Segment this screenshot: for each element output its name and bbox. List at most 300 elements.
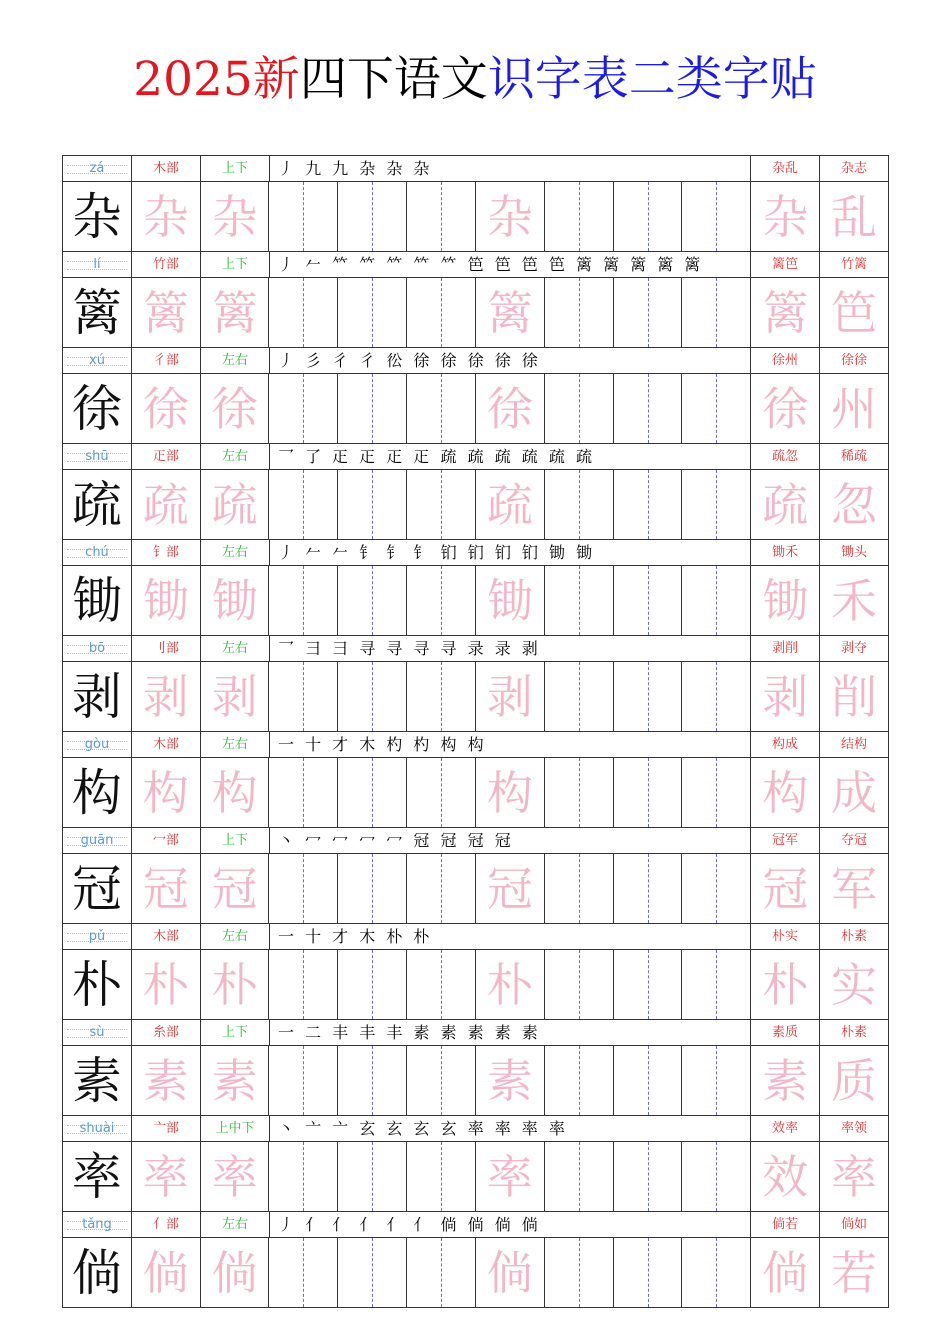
writing-cell[interactable] — [338, 950, 407, 1020]
char-row — [63, 1116, 889, 1212]
word-example: 夺冠 — [820, 828, 889, 854]
pinyin-text: tǎng — [82, 1217, 112, 1232]
structure-label: 上下 — [201, 156, 270, 182]
trace-char: 率 — [831, 1149, 878, 1204]
writing-cell[interactable] — [407, 470, 476, 540]
trace-char: 削 — [831, 669, 878, 724]
pinyin-label — [63, 1020, 132, 1046]
writing-cell[interactable] — [614, 182, 683, 252]
trace-char: 质 — [831, 1053, 878, 1108]
char-info-bar — [63, 444, 889, 470]
stroke-order: 一 十 才 木 杓 杓 构 构 — [270, 732, 751, 758]
word-trace-cell — [751, 182, 820, 252]
word-trace-cell — [751, 950, 820, 1020]
structure-label: 左右 — [201, 540, 270, 566]
trace-char: 篱 — [486, 285, 533, 340]
trace-char: 构 — [762, 765, 809, 820]
writing-cell[interactable] — [614, 1046, 683, 1116]
trace-char: 徐 — [211, 381, 258, 436]
trace-char: 锄 — [142, 573, 189, 628]
writing-cell[interactable] — [545, 662, 614, 732]
trace-cell — [132, 374, 201, 444]
model-char-cell — [63, 950, 132, 1020]
writing-cell[interactable] — [407, 662, 476, 732]
writing-cell[interactable] — [545, 1046, 614, 1116]
word-example: 倘如 — [820, 1212, 889, 1238]
trace-cell — [201, 374, 270, 444]
char-info-bar — [63, 540, 889, 566]
char-info-bar — [63, 1212, 889, 1238]
word-trace-cell — [820, 1142, 889, 1212]
radical-label: 彳部 — [132, 348, 201, 374]
practice-grid — [63, 950, 889, 1020]
model-char: 倘 — [71, 1243, 122, 1302]
trace-cell — [132, 1046, 201, 1116]
writing-cell[interactable] — [545, 470, 614, 540]
trace-cell — [476, 470, 545, 540]
word-example: 稀疏 — [820, 444, 889, 470]
trace-char: 徐 — [762, 381, 809, 436]
writing-cell[interactable] — [338, 278, 407, 348]
writing-cell[interactable] — [545, 854, 614, 924]
writing-cell[interactable] — [545, 278, 614, 348]
structure-label: 上下 — [201, 252, 270, 278]
trace-char: 冠 — [486, 861, 533, 916]
structure-label: 左右 — [201, 348, 270, 374]
word-example: 率领 — [820, 1116, 889, 1142]
trace-char: 疏 — [762, 477, 809, 532]
radical-label: 冖部 — [132, 828, 201, 854]
pinyin-label — [63, 636, 132, 662]
writing-cell[interactable] — [682, 854, 751, 924]
word-example: 倘若 — [751, 1212, 820, 1238]
model-char: 率 — [71, 1147, 122, 1206]
word-example: 朴素 — [820, 1020, 889, 1046]
structure-label: 左右 — [201, 444, 270, 470]
radical-label: 钅部 — [132, 540, 201, 566]
writing-cell[interactable] — [614, 470, 683, 540]
trace-char: 构 — [486, 765, 533, 820]
writing-cell[interactable] — [682, 1142, 751, 1212]
word-trace-cell — [751, 566, 820, 636]
pinyin-label — [63, 540, 132, 566]
trace-char: 徐 — [486, 381, 533, 436]
word-trace-cell — [820, 566, 889, 636]
radical-label: 糸部 — [132, 1020, 201, 1046]
writing-cell[interactable] — [269, 182, 338, 252]
char-row — [63, 636, 889, 732]
word-trace-cell — [751, 1046, 820, 1116]
trace-char: 疏 — [211, 477, 258, 532]
trace-char: 乱 — [831, 189, 878, 244]
writing-cell[interactable] — [545, 758, 614, 828]
model-char: 篱 — [71, 283, 122, 342]
trace-cell — [132, 566, 201, 636]
structure-label: 上下 — [201, 1020, 270, 1046]
writing-cell[interactable] — [407, 950, 476, 1020]
trace-char: 剥 — [486, 669, 533, 724]
pinyin-text: xú — [89, 353, 105, 368]
writing-cell[interactable] — [545, 566, 614, 636]
pinyin-label — [63, 828, 132, 854]
writing-cell[interactable] — [338, 1238, 407, 1308]
radical-label: 𤴓部 — [132, 444, 201, 470]
pinyin-text: gòu — [84, 737, 110, 752]
structure-label: 左右 — [201, 924, 270, 950]
stroke-order: 丶 亠 亠 玄 玄 玄 玄 率 率 率 率 — [270, 1116, 751, 1142]
radical-label: 竹部 — [132, 252, 201, 278]
writing-cell[interactable] — [545, 950, 614, 1020]
trace-cell — [476, 854, 545, 924]
writing-cell[interactable] — [614, 1142, 683, 1212]
writing-cell[interactable] — [269, 662, 338, 732]
trace-char: 倘 — [142, 1245, 189, 1300]
writing-cell[interactable] — [269, 374, 338, 444]
char-info-bar — [63, 732, 889, 758]
writing-cell[interactable] — [407, 854, 476, 924]
writing-cell[interactable] — [407, 758, 476, 828]
radical-label: 亠部 — [132, 1116, 201, 1142]
model-char: 朴 — [71, 955, 122, 1014]
trace-char: 篱 — [211, 285, 258, 340]
stroke-order: 乛 彐 彐 寻 寻 寻 寻 录 录 剥 — [270, 636, 751, 662]
writing-cell[interactable] — [682, 182, 751, 252]
model-char: 锄 — [71, 571, 122, 630]
pinyin-text: shū — [85, 449, 109, 464]
trace-char: 锄 — [486, 573, 533, 628]
writing-cell[interactable] — [545, 1142, 614, 1212]
trace-char: 疏 — [142, 477, 189, 532]
title-subject: 识字表二类字贴 — [487, 52, 817, 107]
trace-char: 素 — [486, 1053, 533, 1108]
trace-char: 杂 — [211, 189, 258, 244]
word-trace-cell — [820, 950, 889, 1020]
word-example: 疏忽 — [751, 444, 820, 470]
writing-cell[interactable] — [682, 1046, 751, 1116]
pinyin-label — [63, 444, 132, 470]
pinyin-label — [63, 348, 132, 374]
trace-char: 忽 — [831, 477, 878, 532]
stroke-order: 一 十 才 木 朴 朴 — [270, 924, 751, 950]
char-info-bar — [63, 252, 889, 278]
writing-cell[interactable] — [614, 662, 683, 732]
trace-char: 朴 — [762, 957, 809, 1012]
writing-cell[interactable] — [614, 758, 683, 828]
trace-char: 疏 — [486, 477, 533, 532]
char-row — [63, 540, 889, 636]
radical-label: 木部 — [132, 732, 201, 758]
practice-grid — [63, 854, 889, 924]
trace-char: 锄 — [211, 573, 258, 628]
word-trace-cell — [820, 854, 889, 924]
char-row — [63, 828, 889, 924]
trace-char: 杂 — [762, 189, 809, 244]
word-trace-cell — [751, 1142, 820, 1212]
trace-char: 素 — [142, 1053, 189, 1108]
writing-cell[interactable] — [682, 278, 751, 348]
practice-grid — [63, 182, 889, 252]
trace-cell — [476, 950, 545, 1020]
writing-cell[interactable] — [269, 566, 338, 636]
stroke-order: 丿 彡 彳 彳 彸 徐 徐 徐 徐 徐 — [270, 348, 751, 374]
trace-cell — [132, 758, 201, 828]
trace-char: 倘 — [762, 1245, 809, 1300]
trace-cell — [132, 1238, 201, 1308]
trace-cell — [476, 1238, 545, 1308]
pinyin-text: zá — [89, 161, 105, 176]
word-trace-cell — [820, 1238, 889, 1308]
pinyin-text: sù — [89, 1025, 105, 1040]
pinyin-text: guān — [80, 833, 114, 848]
writing-cell[interactable] — [407, 1238, 476, 1308]
word-trace-cell — [751, 470, 820, 540]
pinyin-label — [63, 1116, 132, 1142]
writing-cell[interactable] — [338, 758, 407, 828]
writing-cell[interactable] — [338, 1046, 407, 1116]
trace-char: 徐 — [142, 381, 189, 436]
trace-char: 成 — [831, 765, 878, 820]
model-char-cell — [63, 374, 132, 444]
model-char-cell — [63, 470, 132, 540]
stroke-order: 丿 𠂉 𠂉 钅 钅 钅 钔 钔 钔 钔 锄 锄 — [270, 540, 751, 566]
model-char: 剥 — [71, 667, 122, 726]
word-trace-cell — [820, 278, 889, 348]
trace-cell — [476, 374, 545, 444]
trace-cell — [201, 566, 270, 636]
word-example: 锄头 — [820, 540, 889, 566]
writing-cell[interactable] — [545, 1238, 614, 1308]
structure-label: 左右 — [201, 636, 270, 662]
radical-label: 木部 — [132, 156, 201, 182]
model-char: 构 — [71, 763, 122, 822]
title-grade: 四下语文 — [299, 52, 488, 107]
writing-cell[interactable] — [407, 1142, 476, 1212]
trace-char: 倘 — [486, 1245, 533, 1300]
char-row — [63, 444, 889, 540]
model-char-cell — [63, 1046, 132, 1116]
writing-cell[interactable] — [407, 1046, 476, 1116]
stroke-order: 丶 冖 冖 冖 冖 冠 冠 冠 冠 — [270, 828, 751, 854]
pinyin-text: lí — [93, 257, 101, 272]
char-info-bar — [63, 348, 889, 374]
trace-cell — [132, 854, 201, 924]
pinyin-text: bō — [88, 641, 106, 656]
structure-label: 上下 — [201, 828, 270, 854]
writing-cell[interactable] — [269, 278, 338, 348]
model-char: 素 — [71, 1051, 122, 1110]
writing-cell[interactable] — [407, 566, 476, 636]
word-example: 朴素 — [820, 924, 889, 950]
trace-cell — [132, 278, 201, 348]
trace-char: 禾 — [831, 573, 878, 628]
trace-char: 构 — [211, 765, 258, 820]
trace-cell — [201, 1142, 270, 1212]
word-trace-cell — [751, 662, 820, 732]
writing-cell[interactable] — [407, 278, 476, 348]
word-example: 剥削 — [751, 636, 820, 662]
trace-cell — [476, 758, 545, 828]
word-trace-cell — [820, 662, 889, 732]
writing-cell[interactable] — [682, 470, 751, 540]
trace-char: 构 — [142, 765, 189, 820]
trace-char: 篱 — [762, 285, 809, 340]
model-char-cell — [63, 662, 132, 732]
writing-cell[interactable] — [614, 854, 683, 924]
trace-cell — [132, 662, 201, 732]
word-trace-cell — [820, 374, 889, 444]
trace-cell — [132, 182, 201, 252]
practice-grid — [63, 470, 889, 540]
char-row — [63, 348, 889, 444]
trace-cell — [201, 662, 270, 732]
word-trace-cell — [751, 854, 820, 924]
pinyin-text: shuài — [79, 1121, 115, 1136]
trace-cell — [476, 1142, 545, 1212]
writing-cell[interactable] — [682, 374, 751, 444]
writing-cell[interactable] — [682, 566, 751, 636]
trace-char: 效 — [762, 1149, 809, 1204]
trace-char: 锄 — [762, 573, 809, 628]
writing-cell[interactable] — [269, 1238, 338, 1308]
writing-cell[interactable] — [338, 566, 407, 636]
pinyin-text: chú — [85, 545, 109, 560]
radical-label: 木部 — [132, 924, 201, 950]
trace-char: 率 — [486, 1149, 533, 1204]
word-example: 竹篱 — [820, 252, 889, 278]
writing-cell[interactable] — [269, 470, 338, 540]
pinyin-label — [63, 732, 132, 758]
char-row — [63, 732, 889, 828]
word-example: 效率 — [751, 1116, 820, 1142]
char-info-bar — [63, 156, 889, 182]
writing-cell[interactable] — [614, 278, 683, 348]
stroke-order: 丿 亻 亻 亻 亻 亻 倘 倘 倘 倘 — [270, 1212, 751, 1238]
trace-char: 冠 — [142, 861, 189, 916]
trace-char: 冠 — [762, 861, 809, 916]
word-trace-cell — [820, 470, 889, 540]
pinyin-label — [63, 156, 132, 182]
writing-cell[interactable] — [614, 950, 683, 1020]
word-trace-cell — [820, 1046, 889, 1116]
model-char-cell — [63, 758, 132, 828]
writing-cell[interactable] — [682, 758, 751, 828]
writing-cell[interactable] — [269, 1142, 338, 1212]
writing-cell[interactable] — [269, 854, 338, 924]
trace-cell — [201, 182, 270, 252]
trace-cell — [476, 278, 545, 348]
trace-cell — [476, 1046, 545, 1116]
practice-grid — [63, 278, 889, 348]
practice-grid — [63, 566, 889, 636]
writing-cell[interactable] — [338, 662, 407, 732]
practice-grid — [63, 758, 889, 828]
trace-char: 州 — [831, 381, 878, 436]
writing-cell[interactable] — [545, 374, 614, 444]
writing-cell[interactable] — [269, 950, 338, 1020]
word-example: 冠军 — [751, 828, 820, 854]
trace-cell — [201, 758, 270, 828]
trace-cell — [476, 182, 545, 252]
practice-grid — [63, 1142, 889, 1212]
page-title — [0, 50, 950, 110]
char-info-bar — [63, 1116, 889, 1142]
trace-char: 篱 — [142, 285, 189, 340]
writing-cell[interactable] — [269, 1046, 338, 1116]
model-char-cell — [63, 1238, 132, 1308]
trace-cell — [132, 470, 201, 540]
word-trace-cell — [751, 374, 820, 444]
writing-cell[interactable] — [338, 854, 407, 924]
trace-char: 杂 — [486, 189, 533, 244]
radical-label: 亻部 — [132, 1212, 201, 1238]
trace-char: 实 — [831, 957, 878, 1012]
char-info-bar — [63, 1020, 889, 1046]
model-char: 冠 — [71, 859, 122, 918]
trace-cell — [201, 854, 270, 924]
trace-char: 倘 — [211, 1245, 258, 1300]
writing-cell[interactable] — [545, 182, 614, 252]
stroke-order: 一 二 丰 丰 丰 素 素 素 素 素 — [270, 1020, 751, 1046]
char-row — [63, 924, 889, 1020]
writing-cell[interactable] — [614, 566, 683, 636]
trace-char: 率 — [142, 1149, 189, 1204]
word-example: 徐徐 — [820, 348, 889, 374]
trace-char: 军 — [831, 861, 878, 916]
writing-cell[interactable] — [407, 374, 476, 444]
trace-cell — [476, 566, 545, 636]
model-char: 杂 — [71, 187, 122, 246]
trace-char: 剥 — [211, 669, 258, 724]
model-char-cell — [63, 854, 132, 924]
model-char: 疏 — [71, 475, 122, 534]
char-info-bar — [63, 828, 889, 854]
trace-cell — [201, 278, 270, 348]
writing-cell[interactable] — [338, 182, 407, 252]
writing-cell[interactable] — [338, 1142, 407, 1212]
writing-cell[interactable] — [682, 662, 751, 732]
writing-cell[interactable] — [269, 758, 338, 828]
writing-cell[interactable] — [682, 1238, 751, 1308]
radical-label: 刂部 — [132, 636, 201, 662]
trace-char: 朴 — [211, 957, 258, 1012]
trace-cell — [201, 1046, 270, 1116]
writing-cell[interactable] — [614, 1238, 683, 1308]
writing-cell[interactable] — [614, 374, 683, 444]
stroke-order: 乛 了 𤴓 𤴓 𤴓 𤴓 疏 疏 疏 疏 疏 疏 — [270, 444, 751, 470]
word-example: 素质 — [751, 1020, 820, 1046]
trace-cell — [201, 1238, 270, 1308]
practice-sheet — [62, 155, 889, 1308]
pinyin-label — [63, 252, 132, 278]
pinyin-text: pǔ — [88, 929, 106, 944]
practice-grid — [63, 1046, 889, 1116]
structure-label: 上中下 — [201, 1116, 270, 1142]
writing-cell[interactable] — [338, 374, 407, 444]
char-info-bar — [63, 924, 889, 950]
structure-label: 左右 — [201, 732, 270, 758]
model-char-cell — [63, 1142, 132, 1212]
writing-cell[interactable] — [682, 950, 751, 1020]
word-example: 锄禾 — [751, 540, 820, 566]
stroke-order: 丿 𠂉 𥫗 𥫗 𥫗 𥫗 𥫗 笆 笆 笆 笆 篱 篱 篱 篱 篱 — [270, 252, 751, 278]
char-info-bar — [63, 636, 889, 662]
trace-char: 朴 — [142, 957, 189, 1012]
word-example: 剥夺 — [820, 636, 889, 662]
word-trace-cell — [751, 1238, 820, 1308]
writing-cell[interactable] — [338, 470, 407, 540]
writing-cell[interactable] — [407, 182, 476, 252]
trace-char: 剥 — [142, 669, 189, 724]
